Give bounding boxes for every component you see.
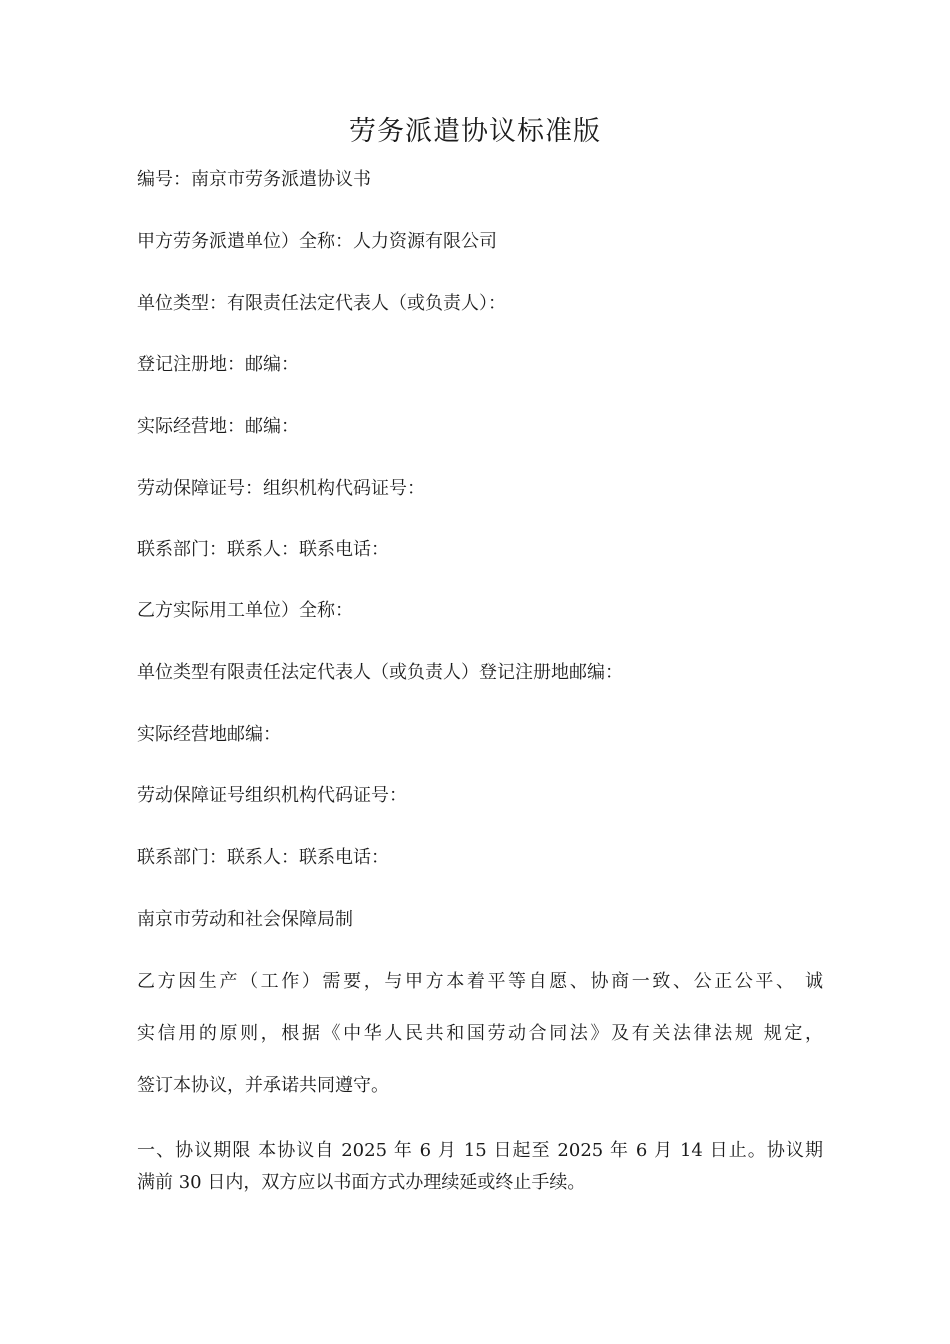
field-party-a-unit-type: 单位类型：有限责任法定代表人（或负责人）： (137, 293, 506, 314)
preamble-line: 实信用的原则，根据《中华人民共和国劳动合同法》及有关法律法规 规定， (137, 1023, 823, 1044)
field-party-a-business-address: 实际经营地：邮编： (137, 416, 299, 437)
field-party-a-name: 甲方劳务派遣单位）全称：人力资源有限公司 (137, 231, 497, 252)
preamble-line: 签订本协议，并承诺共同遵守。 (137, 1075, 389, 1096)
preamble-line: 乙方因生产（工作）需要，与甲方本着平等自愿、协商一致、公正公平、 诚 (137, 971, 823, 992)
field-party-a-contact: 联系部门：联系人：联系电话： (137, 539, 389, 560)
clause-line: 满前 30 日内，双方应以书面方式办理续延或终止手续。 (137, 1172, 586, 1193)
clause-1-term (137, 1138, 823, 1202)
field-party-b-license-number: 劳动保障证号组织机构代码证号： (137, 785, 407, 806)
field-issuer: 南京市劳动和社会保障局制 (137, 909, 353, 930)
preamble-paragraph (137, 969, 823, 1125)
field-party-b-contact: 联系部门：联系人：联系电话： (137, 847, 389, 868)
field-party-a-registered-address: 登记注册地：邮编： (137, 354, 299, 375)
field-party-b-business-address: 实际经营地邮编： (137, 724, 281, 745)
field-party-a-license-number: 劳动保障证号：组织机构代码证号： (137, 478, 425, 499)
field-party-b-name: 乙方实际用工单位）全称： (137, 600, 353, 621)
field-party-b-unit-type: 单位类型有限责任法定代表人（或负责人）登记注册地邮编： (137, 662, 623, 683)
clause-line: 一、协议期限 本协议自 2025 年 6 月 15 日起至 2025 年 6 月 14 日止。协议期 (137, 1140, 823, 1161)
field-contract-number: 编号：南京市劳务派遣协议书 (137, 169, 371, 190)
document-title: 劳务派遣协议标准版 (349, 116, 601, 147)
